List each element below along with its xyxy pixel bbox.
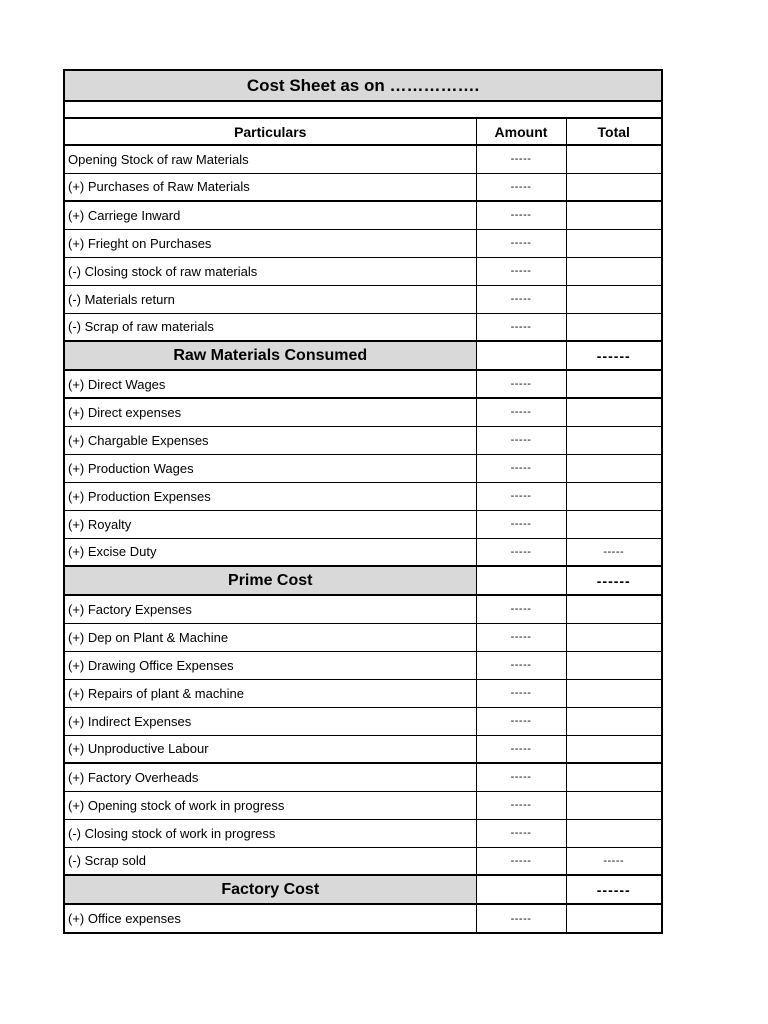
amount-cell: ----- bbox=[476, 847, 566, 875]
total-cell bbox=[566, 426, 661, 454]
amount-cell: ----- bbox=[476, 651, 566, 679]
particular-cell: (+) Drawing Office Expenses bbox=[65, 651, 476, 679]
amount-cell bbox=[476, 341, 566, 370]
total-cell bbox=[566, 819, 661, 847]
total-cell bbox=[566, 398, 661, 426]
table-row bbox=[65, 791, 661, 819]
table-row bbox=[65, 538, 661, 566]
table-row bbox=[65, 623, 661, 651]
particular-cell: (+) Opening stock of work in progress bbox=[65, 791, 476, 819]
table-row bbox=[65, 482, 661, 510]
particular-cell: (+) Factory Expenses bbox=[65, 595, 476, 623]
table-row bbox=[65, 370, 661, 398]
total-cell bbox=[566, 454, 661, 482]
particular-cell: (+) Office expenses bbox=[65, 904, 476, 932]
table-row bbox=[65, 454, 661, 482]
amount-cell: ----- bbox=[476, 426, 566, 454]
particular-cell: (+) Factory Overheads bbox=[65, 763, 476, 791]
total-cell bbox=[566, 763, 661, 791]
total-cell: ----- bbox=[566, 538, 661, 566]
particular-cell: (+) Carriege Inward bbox=[65, 201, 476, 229]
particular-cell: (+) Unproductive Labour bbox=[65, 735, 476, 763]
table-row bbox=[65, 735, 661, 763]
particular-cell: (+) Excise Duty bbox=[65, 538, 476, 566]
particular-cell: (+) Dep on Plant & Machine bbox=[65, 623, 476, 651]
particular-cell: (-) Scrap sold bbox=[65, 847, 476, 875]
subtotal-row bbox=[65, 341, 661, 370]
total-cell bbox=[566, 510, 661, 538]
particular-cell: (+) Direct Wages bbox=[65, 370, 476, 398]
particular-cell: (-) Closing stock of raw materials bbox=[65, 257, 476, 285]
total-cell bbox=[566, 257, 661, 285]
cost-table bbox=[65, 119, 661, 932]
subtotal-label: Prime Cost bbox=[65, 566, 476, 595]
total-cell bbox=[566, 707, 661, 735]
table-row bbox=[65, 679, 661, 707]
amount-cell: ----- bbox=[476, 904, 566, 932]
amount-cell: ----- bbox=[476, 510, 566, 538]
amount-cell bbox=[476, 566, 566, 595]
table-row bbox=[65, 201, 661, 229]
table-row bbox=[65, 595, 661, 623]
particular-cell: (+) Indirect Expenses bbox=[65, 707, 476, 735]
total-cell bbox=[566, 482, 661, 510]
amount-cell bbox=[476, 875, 566, 904]
table-row bbox=[65, 847, 661, 875]
table-row bbox=[65, 651, 661, 679]
total-cell bbox=[566, 201, 661, 229]
header-amount: Amount bbox=[476, 119, 566, 145]
total-cell: ----- bbox=[566, 847, 661, 875]
amount-cell: ----- bbox=[476, 735, 566, 763]
subtotal-row bbox=[65, 566, 661, 595]
particular-cell: (+) Chargable Expenses bbox=[65, 426, 476, 454]
amount-cell: ----- bbox=[476, 482, 566, 510]
table-row bbox=[65, 285, 661, 313]
amount-cell: ----- bbox=[476, 679, 566, 707]
total-cell bbox=[566, 595, 661, 623]
amount-cell: ----- bbox=[476, 145, 566, 173]
amount-cell: ----- bbox=[476, 285, 566, 313]
amount-cell: ----- bbox=[476, 819, 566, 847]
particular-cell: (-) Scrap of raw materials bbox=[65, 313, 476, 341]
particular-cell: (+) Production Wages bbox=[65, 454, 476, 482]
amount-cell: ----- bbox=[476, 707, 566, 735]
amount-cell: ----- bbox=[476, 595, 566, 623]
total-cell bbox=[566, 370, 661, 398]
total-cell bbox=[566, 791, 661, 819]
amount-cell: ----- bbox=[476, 370, 566, 398]
total-cell bbox=[566, 313, 661, 341]
cost-sheet bbox=[63, 69, 663, 934]
spacer-row bbox=[65, 102, 661, 119]
amount-cell: ----- bbox=[476, 229, 566, 257]
total-cell bbox=[566, 229, 661, 257]
amount-cell: ----- bbox=[476, 791, 566, 819]
total-cell bbox=[566, 735, 661, 763]
particular-cell: (+) Royalty bbox=[65, 510, 476, 538]
particular-cell: (+) Purchases of Raw Materials bbox=[65, 173, 476, 201]
total-cell bbox=[566, 285, 661, 313]
table-row bbox=[65, 707, 661, 735]
subtotal-total-cell: ------ bbox=[566, 341, 661, 370]
total-cell bbox=[566, 173, 661, 201]
particular-cell: (+) Frieght on Purchases bbox=[65, 229, 476, 257]
particular-cell: (+) Direct expenses bbox=[65, 398, 476, 426]
amount-cell: ----- bbox=[476, 623, 566, 651]
particular-cell: (+) Production Expenses bbox=[65, 482, 476, 510]
total-cell bbox=[566, 651, 661, 679]
amount-cell: ----- bbox=[476, 398, 566, 426]
table-row bbox=[65, 510, 661, 538]
sheet-title: Cost Sheet as on ……………. bbox=[65, 71, 661, 102]
amount-cell: ----- bbox=[476, 763, 566, 791]
table-row bbox=[65, 145, 661, 173]
table-row bbox=[65, 313, 661, 341]
total-cell bbox=[566, 145, 661, 173]
particular-cell: (+) Repairs of plant & machine bbox=[65, 679, 476, 707]
amount-cell: ----- bbox=[476, 538, 566, 566]
header-row bbox=[65, 119, 661, 145]
particular-cell: (-) Closing stock of work in progress bbox=[65, 819, 476, 847]
table-row bbox=[65, 763, 661, 791]
amount-cell: ----- bbox=[476, 257, 566, 285]
header-total: Total bbox=[566, 119, 661, 145]
header-particulars: Particulars bbox=[65, 119, 476, 145]
table-row bbox=[65, 819, 661, 847]
table-row bbox=[65, 904, 661, 932]
subtotal-label: Raw Materials Consumed bbox=[65, 341, 476, 370]
total-cell bbox=[566, 679, 661, 707]
subtotal-label: Factory Cost bbox=[65, 875, 476, 904]
table-row bbox=[65, 257, 661, 285]
total-cell bbox=[566, 623, 661, 651]
total-cell bbox=[566, 904, 661, 932]
table-row bbox=[65, 426, 661, 454]
table-body bbox=[65, 145, 661, 932]
table-row bbox=[65, 229, 661, 257]
amount-cell: ----- bbox=[476, 173, 566, 201]
particular-cell: Opening Stock of raw Materials bbox=[65, 145, 476, 173]
subtotal-total-cell: ------ bbox=[566, 566, 661, 595]
amount-cell: ----- bbox=[476, 201, 566, 229]
amount-cell: ----- bbox=[476, 313, 566, 341]
table-row bbox=[65, 173, 661, 201]
subtotal-row bbox=[65, 875, 661, 904]
subtotal-total-cell: ------ bbox=[566, 875, 661, 904]
particular-cell: (-) Materials return bbox=[65, 285, 476, 313]
amount-cell: ----- bbox=[476, 454, 566, 482]
table-row bbox=[65, 398, 661, 426]
